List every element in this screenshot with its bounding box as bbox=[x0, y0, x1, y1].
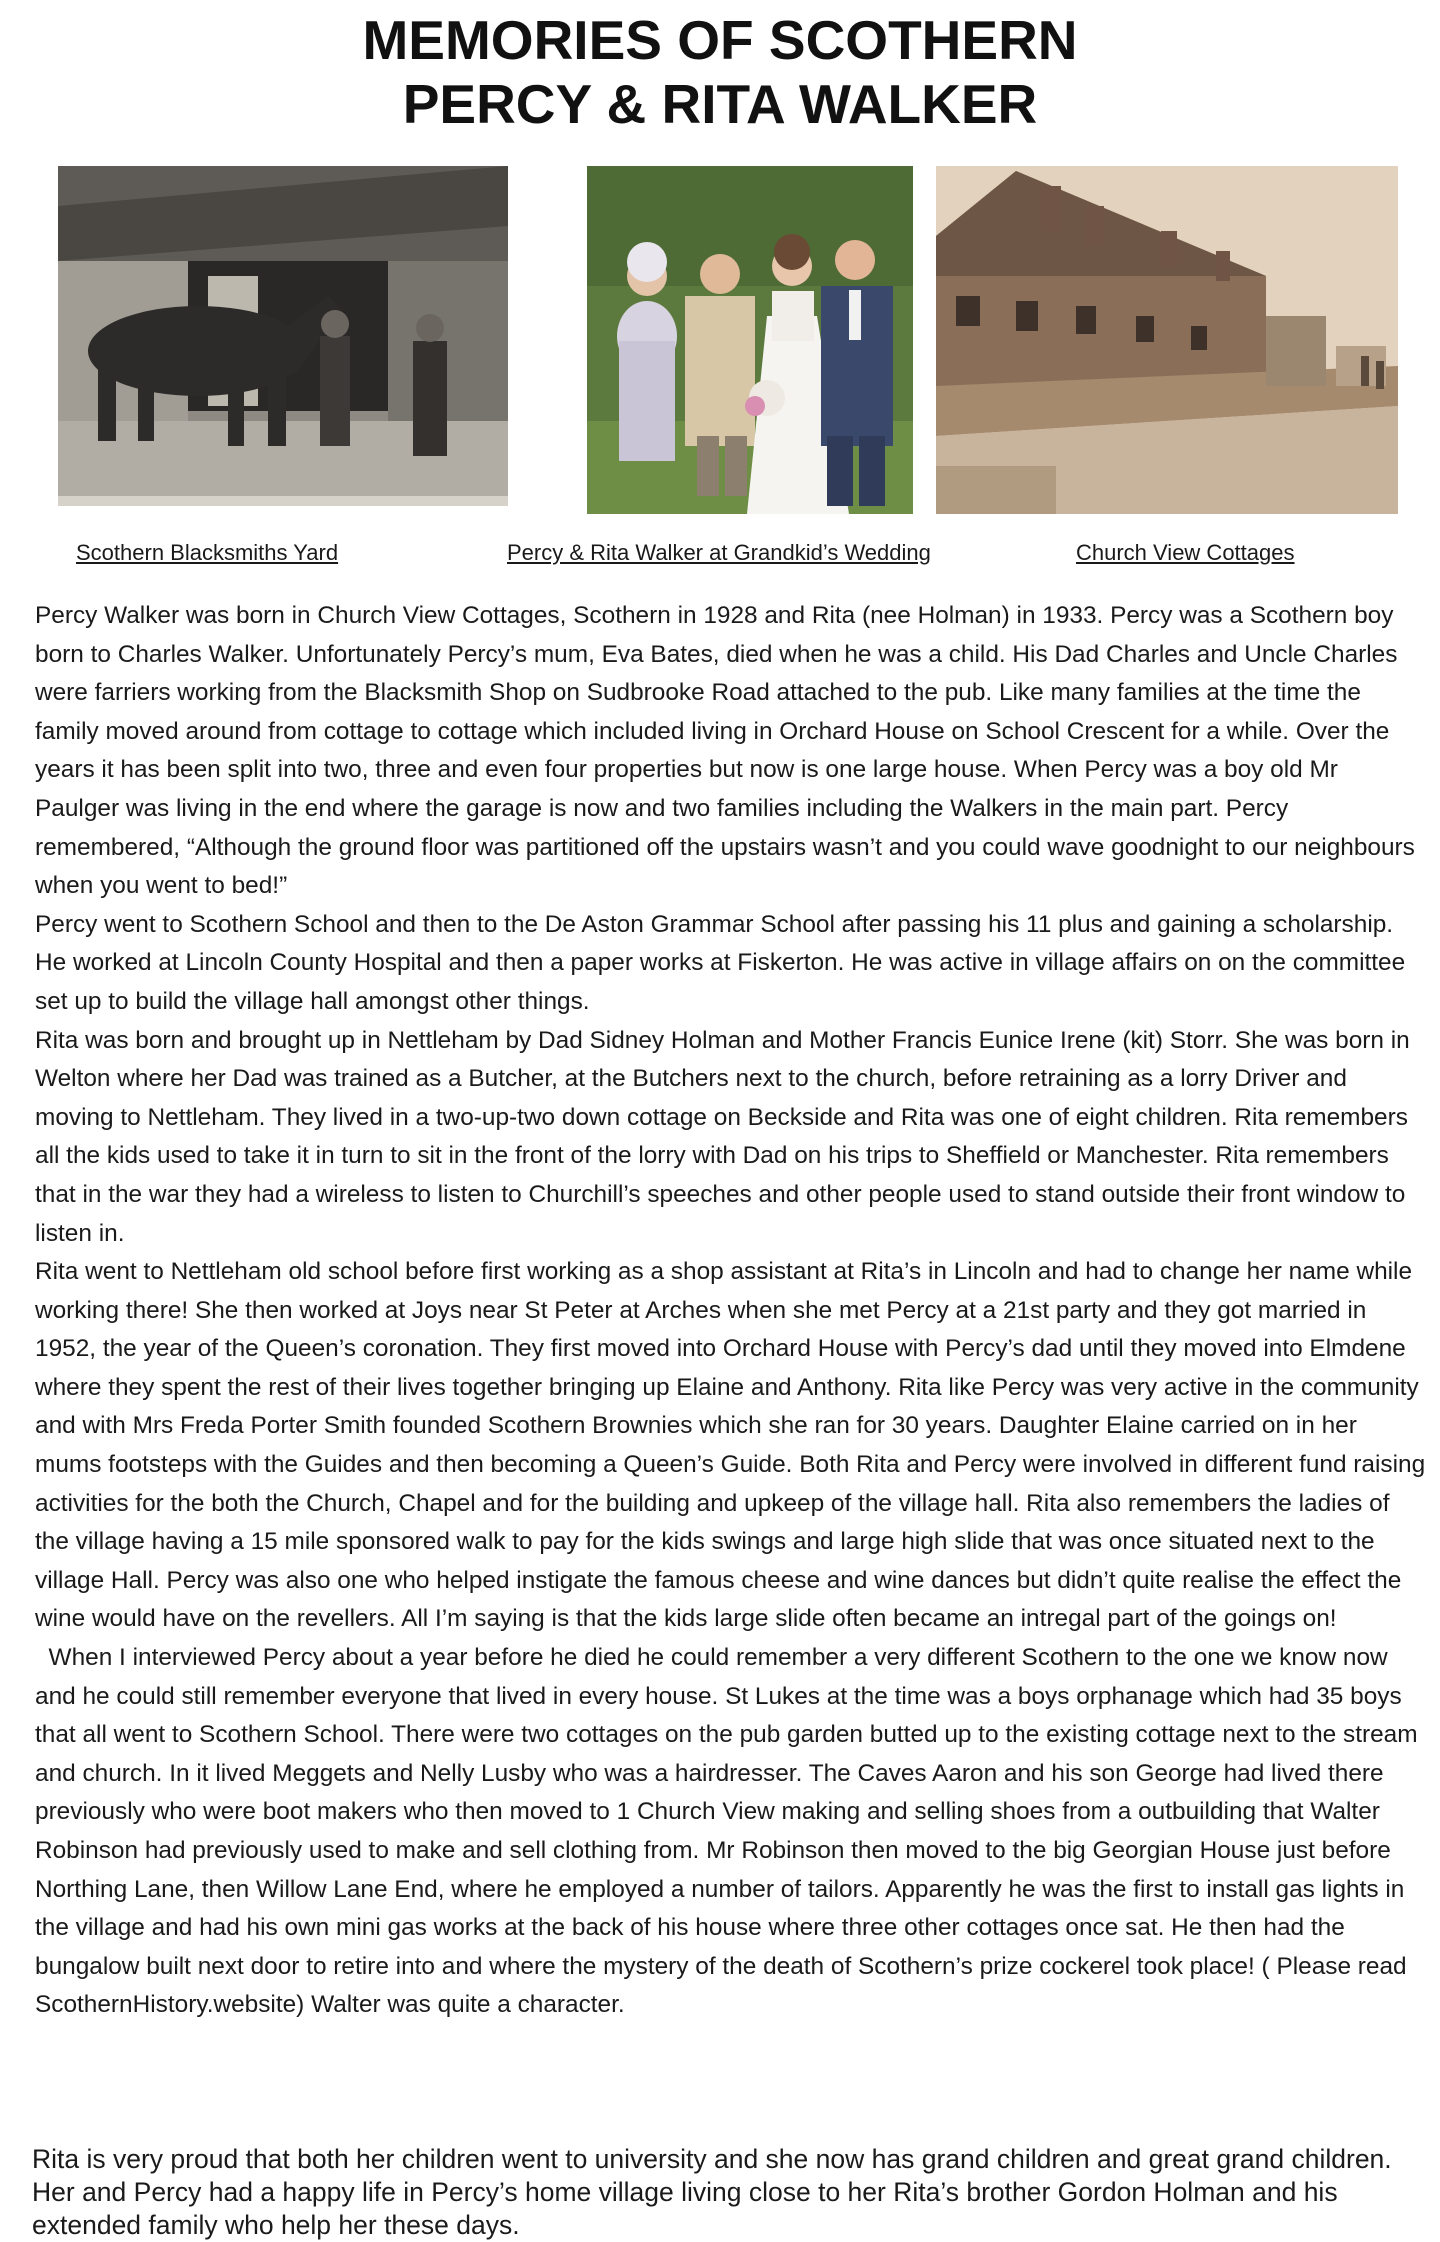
photo-caption-cottages: Church View Cottages bbox=[1076, 540, 1295, 565]
photo-caption-blacksmiths: Scothern Blacksmiths Yard bbox=[76, 540, 339, 565]
page-title bbox=[0, 8, 1440, 136]
article-paragraph: Percy Walker was born in Church View Cottages, Scothern in 1928 and Rita (nee Holman) in 1933. Percy was a Scothern boy born to Charles Walker. Unfortunately Percy’s mum, Eva Bates, died when he was a child. His Dad Charles and Uncle Charles were farriers working from the Blacksmith Shop on Sudbrooke Road attached to the pub. Like many families at the time the family moved around from cottage to cottage which included living in Orchard House on School Crescent for a while. Over the years it has been split into two, three and even four properties but now is one large house. When Percy was a boy old Mr Paulger was living in the end where the garage is now and two families including the Walkers in the main part. Percy remembered, “Although the ground floor was partitioned off the upstairs wasn’t and you could wave goodnight to our neighbours when you went to bed!” bbox=[35, 602, 1415, 900]
article-paragraph: Percy went to Scothern School and then to the De Aston Grammar School after passing his 11 plus and gaining a scholarship. He worked at Lincoln County Hospital and then a paper works at Fiskerton. He was active in village affairs on on the committee set up to build the village hall amongst other things. bbox=[35, 910, 1406, 1015]
church-view-cottages-photo bbox=[936, 166, 1398, 514]
article-paragraph: Rita was born and brought up in Nettleham by Dad Sidney Holman and Mother Francis Eunice Irene (kit) Storr. She was born in Welton where her Dad was trained as a Butcher, at the Butchers next to the church, before retraining as a lorry Driver and moving to Nettleham. They lived in a two-up-two down cottage on Beckside and Rita was one of eight children. Rita remembers all the kids used to take it in turn to sit in the front of the lorry with Dad on his trips to Sheffield or Manchester. Rita remembers that in the war they had a wireless to listen to Churchill’s speeches and other people used to stand outside their front window to listen in. bbox=[35, 1026, 1410, 1247]
photo-caption-wedding: Percy & Rita Walker at Grandkid’s Wedding bbox=[507, 540, 931, 565]
blacksmiths-yard-photo bbox=[58, 166, 508, 506]
wedding-photo bbox=[587, 166, 913, 514]
title-line-1: MEMORIES OF SCOTHERN bbox=[362, 9, 1078, 71]
article-paragraph: When I interviewed Percy about a year before he died he could remember a very different Scothern to the one we know now and he could still remember everyone that lived in every house. St Lukes at the time was a boys orphanage which had 35 boys that all went to Scothern School. There were two cottages on the pub garden butted up to the existing cottage next to the stream and church. In it lived Meggets and Nelly Lusby who was a hairdresser. The Caves Aaron and his son George had lived there previously who were boot makers who then moved to 1 Church View making and selling shoes from a outbuilding that Walter Robinson had previously used to make and sell clothing from. Mr Robinson then moved to the big Georgian House just before Northing Lane, then Willow Lane End, where he employed a number of tailors. Apparently he was the first to install gas lights in the village and had his own mini gas works at the back of his house where three other cottages once sat. He then had the bungalow built next door to retire into and where the mystery of the death of Scothern’s prize cockerel took place! ( Please read ScothernHistory.website) Walter was quite a character. bbox=[35, 1644, 1418, 2019]
title-line-2: PERCY & RITA WALKER bbox=[402, 73, 1038, 135]
article-paragraph: Rita went to Nettleham old school before first working as a shop assistant at Rita’s in Lincoln and had to change her name while working there! She then worked at Joys near St Peter at Arches when she met Percy at a 21st party and they got married in 1952, the year of the Queen’s coronation. They first moved into Orchard House with Percy’s dad until they moved into Elmdene where they spent the rest of their lives together bringing up Elaine and Anthony. Rita like Percy was very active in the community and with Mrs Freda Porter Smith founded Scothern Brownies which she ran for 30 years. Daughter Elaine carried on in her mums footsteps with the Guides and then becoming a Queen’s Guide. Both Rita and Percy were involved in different fund raising activities for the both the Church, Chapel and for the building and upkeep of the village hall. Rita also remembers the ladies of the village having a 15 mile sponsored walk to pay for the kids swings and large high slide that was once situated next to the village Hall. Percy was also one who helped instigate the famous cheese and wine dances but didn’t quite realise the effect the wine would have on the revellers. All I’m saying is that the kids large slide often became an intregal part of the goings on! bbox=[35, 1258, 1426, 1633]
closing-paragraph: Rita is very proud that both her children went to university and she now has grand children and great grand children. Her and Percy had a happy life in Percy’s home village living close to her Rita’s brother Gordon Holman and his extended family who help her these days. bbox=[32, 2144, 1392, 2240]
article-body bbox=[35, 597, 1427, 2025]
